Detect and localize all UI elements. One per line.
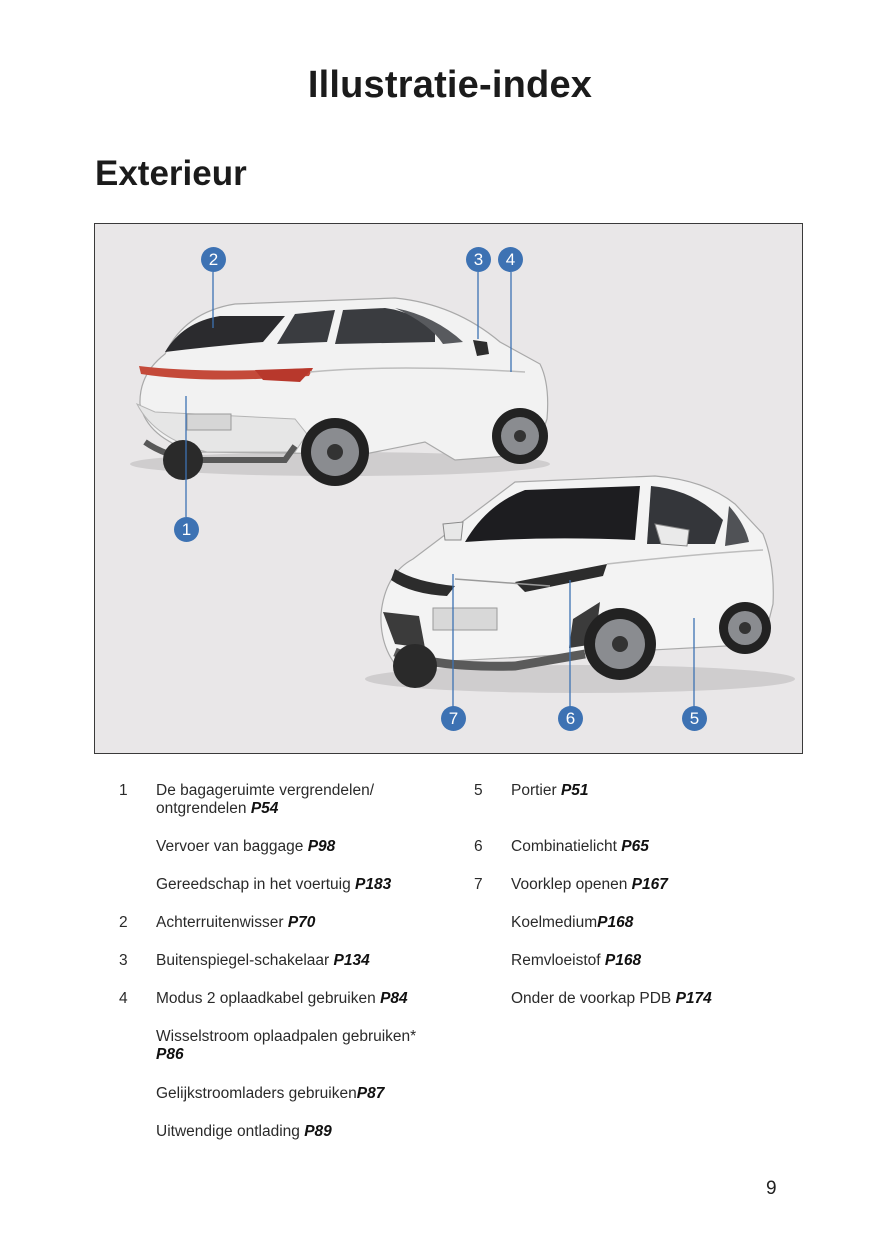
callout-5: 5 <box>682 706 707 731</box>
index-entry <box>511 782 811 800</box>
page-reference: P89 <box>304 1123 332 1140</box>
index-number: 4 <box>119 990 128 1007</box>
index-entry-text: Gelijkstroomladers gebruiken <box>156 1085 357 1102</box>
index-entry <box>156 1123 456 1141</box>
index-entry-text: Wisselstroom oplaadpalen gebruiken* <box>156 1028 417 1045</box>
index-entry-text: Uitwendige ontlading <box>156 1123 300 1140</box>
index-entry <box>511 952 811 970</box>
index-entry <box>156 876 456 894</box>
page-reference: P168 <box>597 914 634 931</box>
callout-6: 6 <box>558 706 583 731</box>
page-reference: P168 <box>604 952 642 969</box>
exterior-illustration <box>94 223 803 754</box>
index-entry <box>511 914 811 932</box>
index-number: 1 <box>119 782 128 799</box>
index-entry <box>156 782 406 818</box>
index-number: 6 <box>474 838 483 855</box>
page-reference: P98 <box>307 838 336 855</box>
page-title: Illustratie-index <box>307 64 593 106</box>
callout-1: 1 <box>174 517 199 542</box>
index-entry <box>156 914 456 932</box>
page-reference: P51 <box>560 782 589 799</box>
page-reference: P70 <box>287 914 316 931</box>
car-illustration <box>95 224 803 754</box>
index-entry <box>156 1028 436 1064</box>
page-reference: P87 <box>356 1085 385 1102</box>
page-reference: P54 <box>250 800 279 817</box>
page-reference: P84 <box>380 990 408 1007</box>
index-entry-text: Portier <box>511 782 557 799</box>
page-reference: P65 <box>621 838 649 855</box>
index-entry-text: De bagageruimte vergrendelen/ ontgrendelen <box>156 782 374 817</box>
page-reference: P86 <box>156 1046 184 1063</box>
section-title: Exterieur <box>95 154 247 193</box>
index-entry <box>511 876 811 894</box>
index-number: 2 <box>119 914 128 931</box>
rear-car-image <box>130 298 550 486</box>
callout-4: 4 <box>498 247 523 272</box>
index-entry-text: Gereedschap in het voertuig <box>156 876 351 893</box>
callout-3: 3 <box>466 247 491 272</box>
index-entry <box>156 990 456 1008</box>
index-entry-text: Voorklep openen <box>511 876 628 893</box>
callout-2: 2 <box>201 247 226 272</box>
page-reference: P134 <box>333 952 370 969</box>
index-number: 3 <box>119 952 128 969</box>
page-reference: P167 <box>631 876 668 893</box>
index-entry-text: Onder de voorkap PDB <box>511 990 672 1007</box>
index-entry-text: Combinatielicht <box>511 838 617 855</box>
page-reference: P183 <box>355 876 392 893</box>
index-entry-text: Buitenspiegel-schakelaar <box>156 952 330 969</box>
front-car-image <box>365 476 795 693</box>
index-entry-text: Remvloeistof <box>511 952 601 969</box>
index-entry-text: Vervoer van baggage <box>156 838 304 855</box>
index-entry <box>156 838 456 856</box>
index-entry-text: Achterruitenwisser <box>156 914 284 931</box>
index-entry-text: Modus 2 oplaadkabel gebruiken <box>156 990 376 1007</box>
index-number: 7 <box>474 876 483 893</box>
index-entry <box>511 838 811 856</box>
index-entry <box>156 1085 456 1103</box>
index-number: 5 <box>474 782 483 799</box>
page-number: 9 <box>766 1178 777 1199</box>
index-entry-text: Koelmedium <box>511 914 598 931</box>
index-entry <box>156 952 456 970</box>
index-entry <box>511 990 811 1008</box>
page-reference: P174 <box>675 990 712 1007</box>
callout-7: 7 <box>441 706 466 731</box>
